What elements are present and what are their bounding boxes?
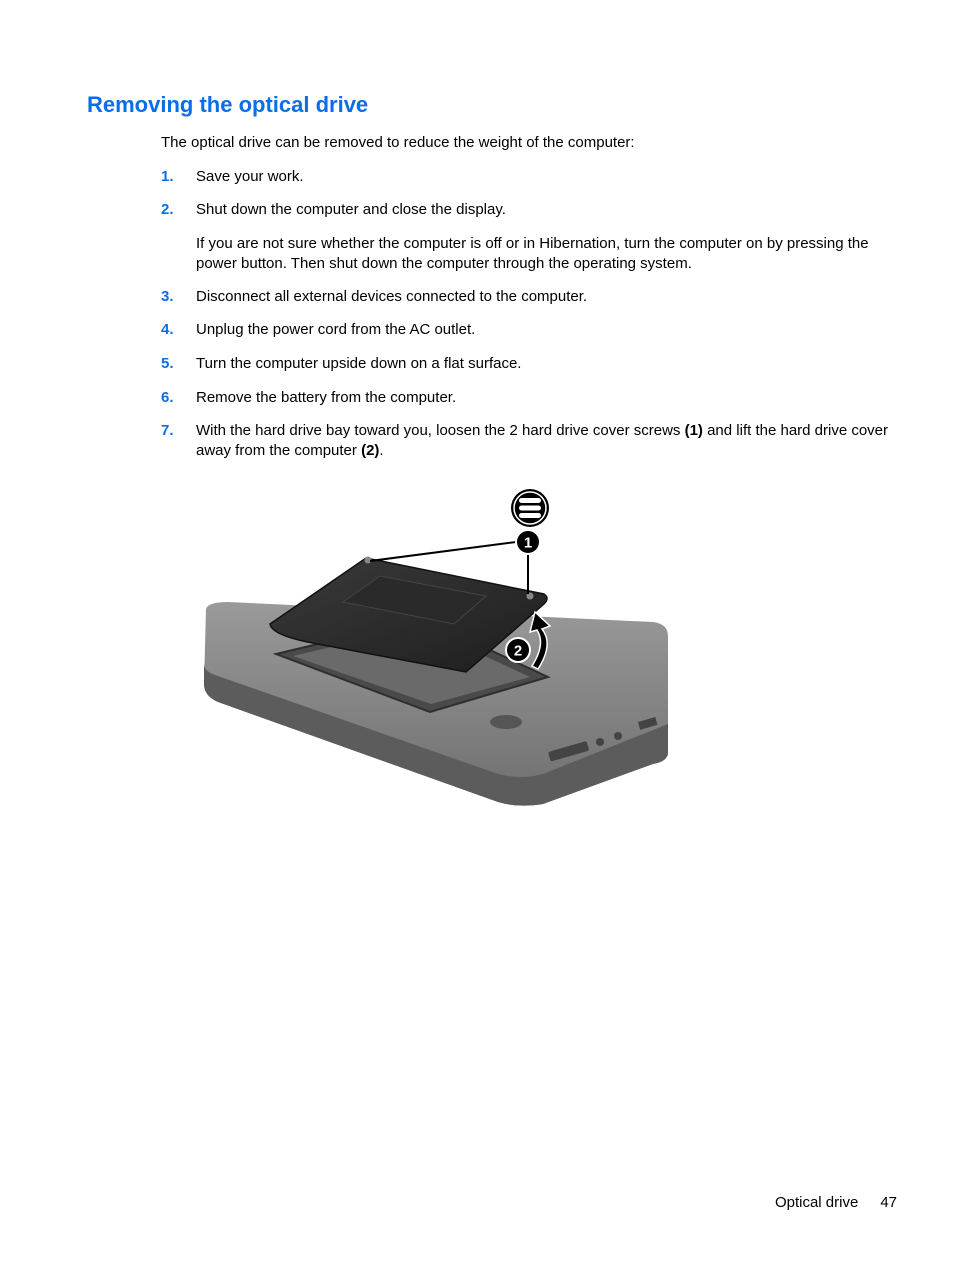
step-item (161, 421, 896, 461)
step-number: 1. (161, 168, 174, 185)
step-number: 7. (161, 422, 174, 439)
port-jack (596, 738, 604, 746)
page-footer (760, 1193, 897, 1213)
hibernation-note: If you are not sure whether the computer is off or in Hibernation, turn the computer on by pressing the power button. Then shut down the computer through the operating system. (196, 235, 869, 272)
intro-paragraph: The optical drive can be removed to reduce the weight of the computer: (161, 134, 635, 151)
hard-drive-icon-disk (519, 506, 541, 511)
step-number: 6. (161, 389, 174, 406)
footer-section-name: Optical drive (774, 1194, 859, 1211)
step-item (161, 354, 896, 374)
step-item (161, 388, 896, 408)
step-item (161, 200, 896, 220)
page-number: 47 (880, 1194, 897, 1211)
step-text: Save your work. (196, 168, 304, 185)
step-text-part: and lift the hard drive cover away from the computer (196, 422, 889, 459)
step-text: Disconnect all external devices connected to the computer. (196, 288, 588, 305)
callout-ref-1: (1) (684, 422, 703, 439)
step-text: Remove the battery from the computer. (196, 389, 457, 406)
step-number: 2. (161, 201, 174, 218)
step-text: Unplug the power cord from the AC outlet. (196, 321, 476, 338)
step-item (161, 320, 896, 340)
step-text: Turn the computer upside down on a flat surface. (196, 355, 522, 372)
rubber-foot (490, 715, 522, 729)
step-text (196, 421, 896, 461)
section-heading: Removing the optical drive (87, 92, 369, 117)
step-item (161, 287, 896, 307)
hard-drive-cover-illustration (198, 484, 672, 808)
step-number: 5. (161, 355, 174, 372)
callout-ref-2: (2) (361, 442, 380, 459)
hard-drive-icon-disk (519, 513, 541, 518)
callout-2-label: 2 (513, 642, 523, 660)
port-jack (614, 732, 622, 740)
callout-leader-line (370, 542, 516, 561)
callout-1-label: 1 (523, 534, 533, 552)
step-text-part: . (379, 442, 384, 459)
hard-drive-icon-disk (519, 498, 541, 503)
step-item (161, 167, 896, 187)
step-text-part: With the hard drive bay toward you, loosen the 2 hard drive cover screws (196, 422, 685, 439)
step-number: 4. (161, 321, 174, 338)
step-number: 3. (161, 288, 174, 305)
step-text: Shut down the computer and close the display. (196, 201, 506, 218)
